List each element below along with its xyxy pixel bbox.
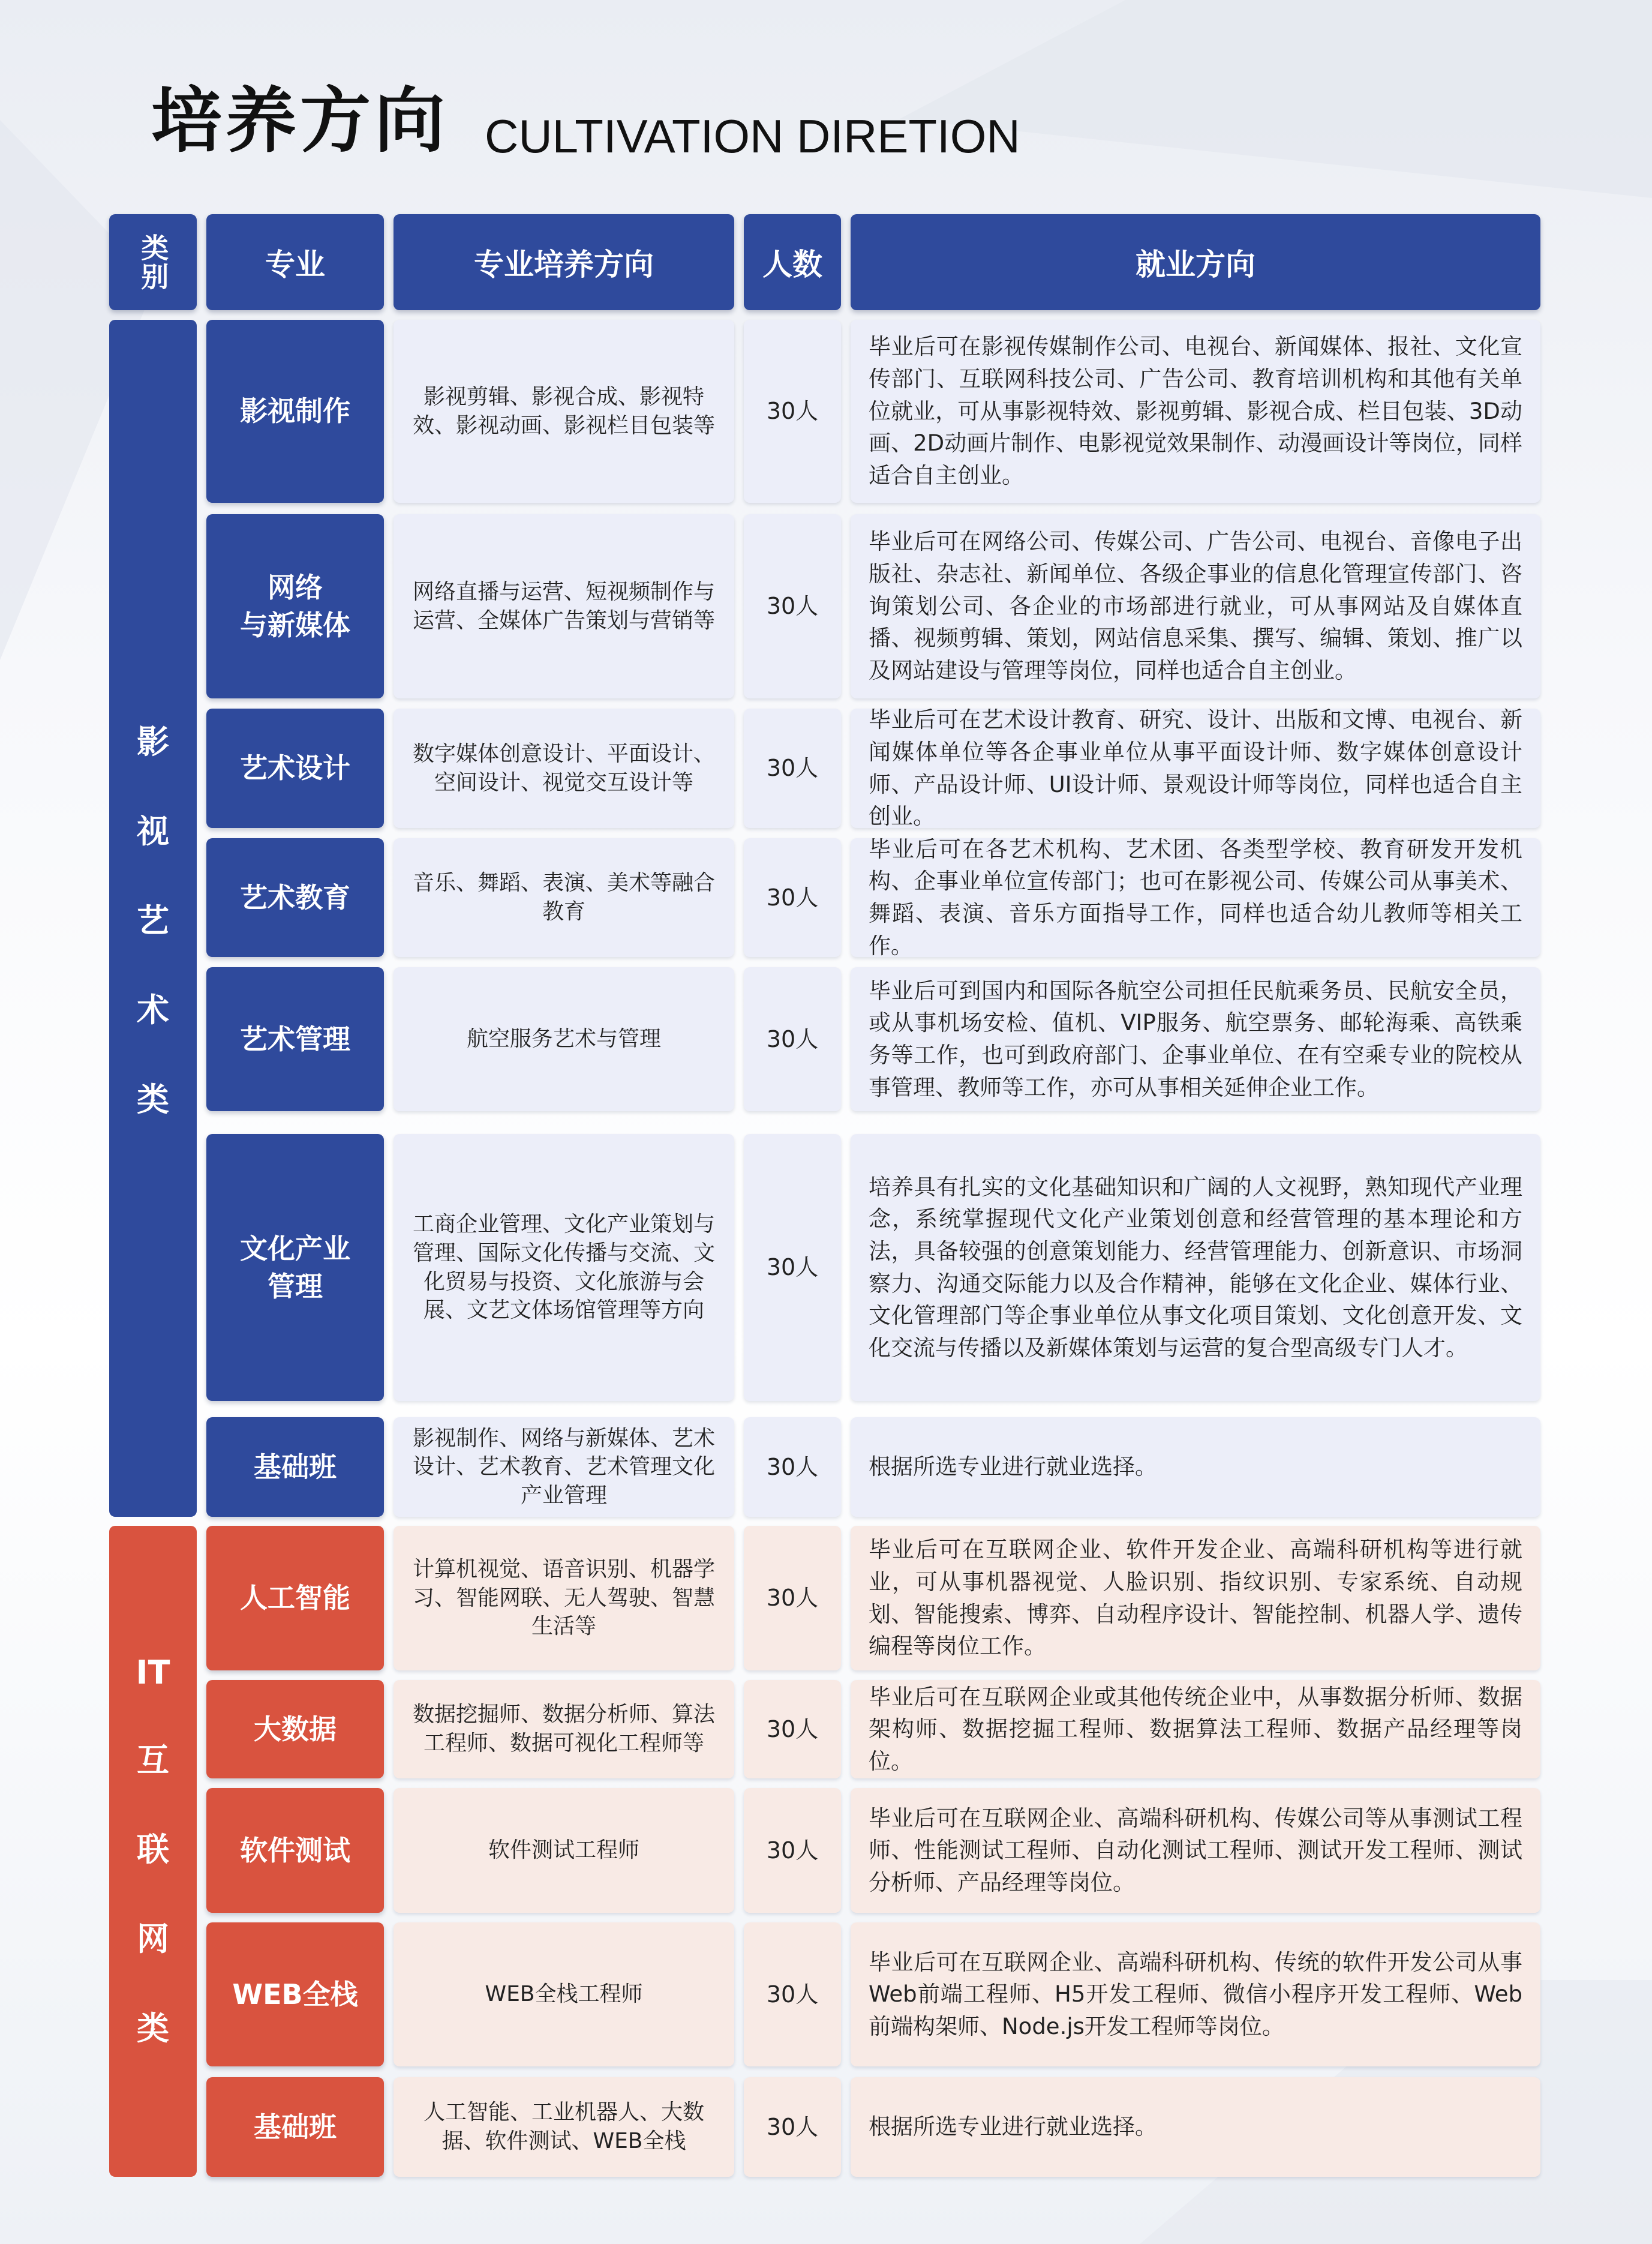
major-name: WEB全栈 (206, 1922, 384, 2066)
major-name: 艺术管理 (206, 967, 384, 1111)
training-direction: 影视剪辑、影视合成、影视特效、影视动画、影视栏目包装等 (394, 320, 734, 503)
category-char: 网 (137, 1920, 169, 1958)
enrollment-count: 30人 (744, 1526, 841, 1670)
training-direction: 航空服务艺术与管理 (394, 967, 734, 1111)
training-direction: 数字媒体创意设计、平面设计、空间设计、视觉交互设计等 (394, 709, 734, 828)
major-name: 艺术教育 (206, 838, 384, 957)
page-title: 培养方向 (151, 79, 449, 162)
major-name: 基础班 (206, 1417, 384, 1517)
training-direction: 数据挖掘师、数据分析师、算法工程师、数据可视化工程师等 (394, 1680, 734, 1778)
employment-direction: 毕业后可在艺术设计教育、研究、设计、出版和文博、电视台、新闻媒体单位等各企事业单位从事平面设计师、数字媒体创意设计师、产品设计师、UI设计师、景观设计师等岗位，同样也适合自主创业。 (851, 709, 1540, 828)
training-direction: 计算机视觉、语音识别、机器学习、智能网联、无人驾驶、智慧生活等 (394, 1526, 734, 1670)
header-count: 人数 (744, 214, 841, 310)
category-it-internet (109, 1526, 197, 2177)
employment-direction: 毕业后可在互联网企业、高端科研机构、传统的软件开发公司从事Web前端工程师、H5开发工程师、微信小程序开发工程师、Web前端构架师、Node.js开发工程师等岗位。 (851, 1922, 1540, 2066)
category-char: 联 (137, 1831, 169, 1868)
training-direction: 人工智能、工业机器人、大数据、软件测试、WEB全栈 (394, 2077, 734, 2177)
header-category-label: 类别 (137, 233, 170, 291)
employment-direction: 毕业后可在互联网企业、高端科研机构、传媒公司等从事测试工程师、性能测试工程师、自动化测试工程师、测试开发工程师、测试分析师、产品经理等岗位。 (851, 1788, 1540, 1913)
enrollment-count: 30人 (744, 320, 841, 503)
enrollment-count: 30人 (744, 1680, 841, 1778)
category-char: 类 (137, 1081, 169, 1118)
category-char: 视 (137, 812, 169, 850)
training-direction: 工商企业管理、文化产业策划与管理、国际文化传播与交流、文化贸易与投资、文化旅游与会展、文艺文体场馆管理等方向 (394, 1134, 734, 1401)
category-char: 术 (137, 991, 169, 1029)
enrollment-count: 30人 (744, 1134, 841, 1401)
training-direction: 音乐、舞蹈、表演、美术等融合教育 (394, 838, 734, 957)
major-name: 基础班 (206, 2077, 384, 2177)
category-char: 艺 (137, 902, 169, 940)
employment-direction: 毕业后可在互联网企业或其他传统企业中，从事数据分析师、数据架构师、数据挖掘工程师、数据算法工程师、数据产品经理等岗位。 (851, 1680, 1540, 1778)
major-name: 网络 与新媒体 (206, 514, 384, 698)
employment-direction: 根据所选专业进行就业选择。 (851, 1417, 1540, 1517)
category-char: 类 (137, 2009, 169, 2047)
major-name: 文化产业 管理 (206, 1134, 384, 1401)
employment-direction: 毕业后可在互联网企业、软件开发企业、高端科研机构等进行就业，可从事机器视觉、人脸识别、指纹识别、专家系统、自动规划、智能搜索、博弈、自动程序设计、智能控制、机器人学、遗传编程等岗位工作。 (851, 1526, 1540, 1670)
training-direction: 影视制作、网络与新媒体、艺术设计、艺术教育、艺术管理文化产业管理 (394, 1417, 734, 1517)
background-shape (900, 0, 1652, 198)
major-name: 软件测试 (206, 1788, 384, 1913)
enrollment-count: 30人 (744, 1417, 841, 1517)
header-direction: 专业培养方向 (394, 214, 734, 310)
employment-direction: 根据所选专业进行就业选择。 (851, 2077, 1540, 2177)
employment-direction: 毕业后可在网络公司、传媒公司、广告公司、电视台、音像电子出版社、杂志社、新闻单位、各级企事业的信息化管理宣传部门、咨询策划公司、各企业的市场部进行就业，可从事网站及自媒体直播、视频剪辑、策划，网站信息采集、撰写、编辑、策划、推广以及网站建设与管理等岗位，同样也适合自主创业。 (851, 514, 1540, 698)
category-char: IT (136, 1654, 170, 1691)
training-direction: WEB全栈工程师 (394, 1922, 734, 2066)
major-name: 影视制作 (206, 320, 384, 503)
category-char: 互 (137, 1741, 169, 1779)
category-film-art (109, 320, 197, 1517)
page-subtitle: CULTIVATION DIRETION (485, 110, 1020, 163)
major-name: 人工智能 (206, 1526, 384, 1670)
header-category (109, 214, 197, 310)
enrollment-count: 30人 (744, 709, 841, 828)
enrollment-count: 30人 (744, 2077, 841, 2177)
category-char: 影 (137, 723, 169, 761)
header-major: 专业 (206, 214, 384, 310)
training-direction: 网络直播与运营、短视频制作与运营、全媒体广告策划与营销等 (394, 514, 734, 698)
training-direction: 软件测试工程师 (394, 1788, 734, 1913)
employment-direction: 毕业后可在影视传媒制作公司、电视台、新闻媒体、报社、文化宣传部门、互联网科技公司、广告公司、教育培训机构和其他有关单位就业，可从事影视特效、影视剪辑、影视合成、栏目包装、3D动画、2D动画片制作、电影视觉效果制作、动漫画设计等岗位，同样适合自主创业。 (851, 320, 1540, 503)
major-name: 大数据 (206, 1680, 384, 1778)
major-name: 艺术设计 (206, 709, 384, 828)
header-employment: 就业方向 (851, 214, 1540, 310)
enrollment-count: 30人 (744, 514, 841, 698)
employment-direction: 毕业后可在各艺术机构、艺术团、各类型学校、教育研发开发机构、企事业单位宣传部门；也可在影视公司、传媒公司从事美术、舞蹈、表演、音乐方面指导工作，同样也适合幼儿教师等相关工作。 (851, 838, 1540, 957)
enrollment-count: 30人 (744, 838, 841, 957)
employment-direction: 毕业后可到国内和国际各航空公司担任民航乘务员、民航安全员，或从事机场安检、值机、VIP服务、航空票务、邮轮海乘、高铁乘务等工作，也可到政府部门、企事业单位、在有空乘专业的院校从事管理、教师等工作，亦可从事相关延伸企业工作。 (851, 967, 1540, 1111)
enrollment-count: 30人 (744, 1788, 841, 1913)
enrollment-count: 30人 (744, 1922, 841, 2066)
employment-direction: 培养具有扎实的文化基础知识和广阔的人文视野，熟知现代产业理念，系统掌握现代文化产业策划创意和经营管理的基本理论和方法，具备较强的创意策划能力、经营管理能力、创新意识、市场洞察力、沟通交际能力以及合作精神，能够在文化企业、媒体行业、文化管理部门等企事业单位从事文化项目策划、文化创意开发、文化交流与传播以及新媒体策划与运营的复合型高级专门人才。 (851, 1134, 1540, 1401)
enrollment-count: 30人 (744, 967, 841, 1111)
